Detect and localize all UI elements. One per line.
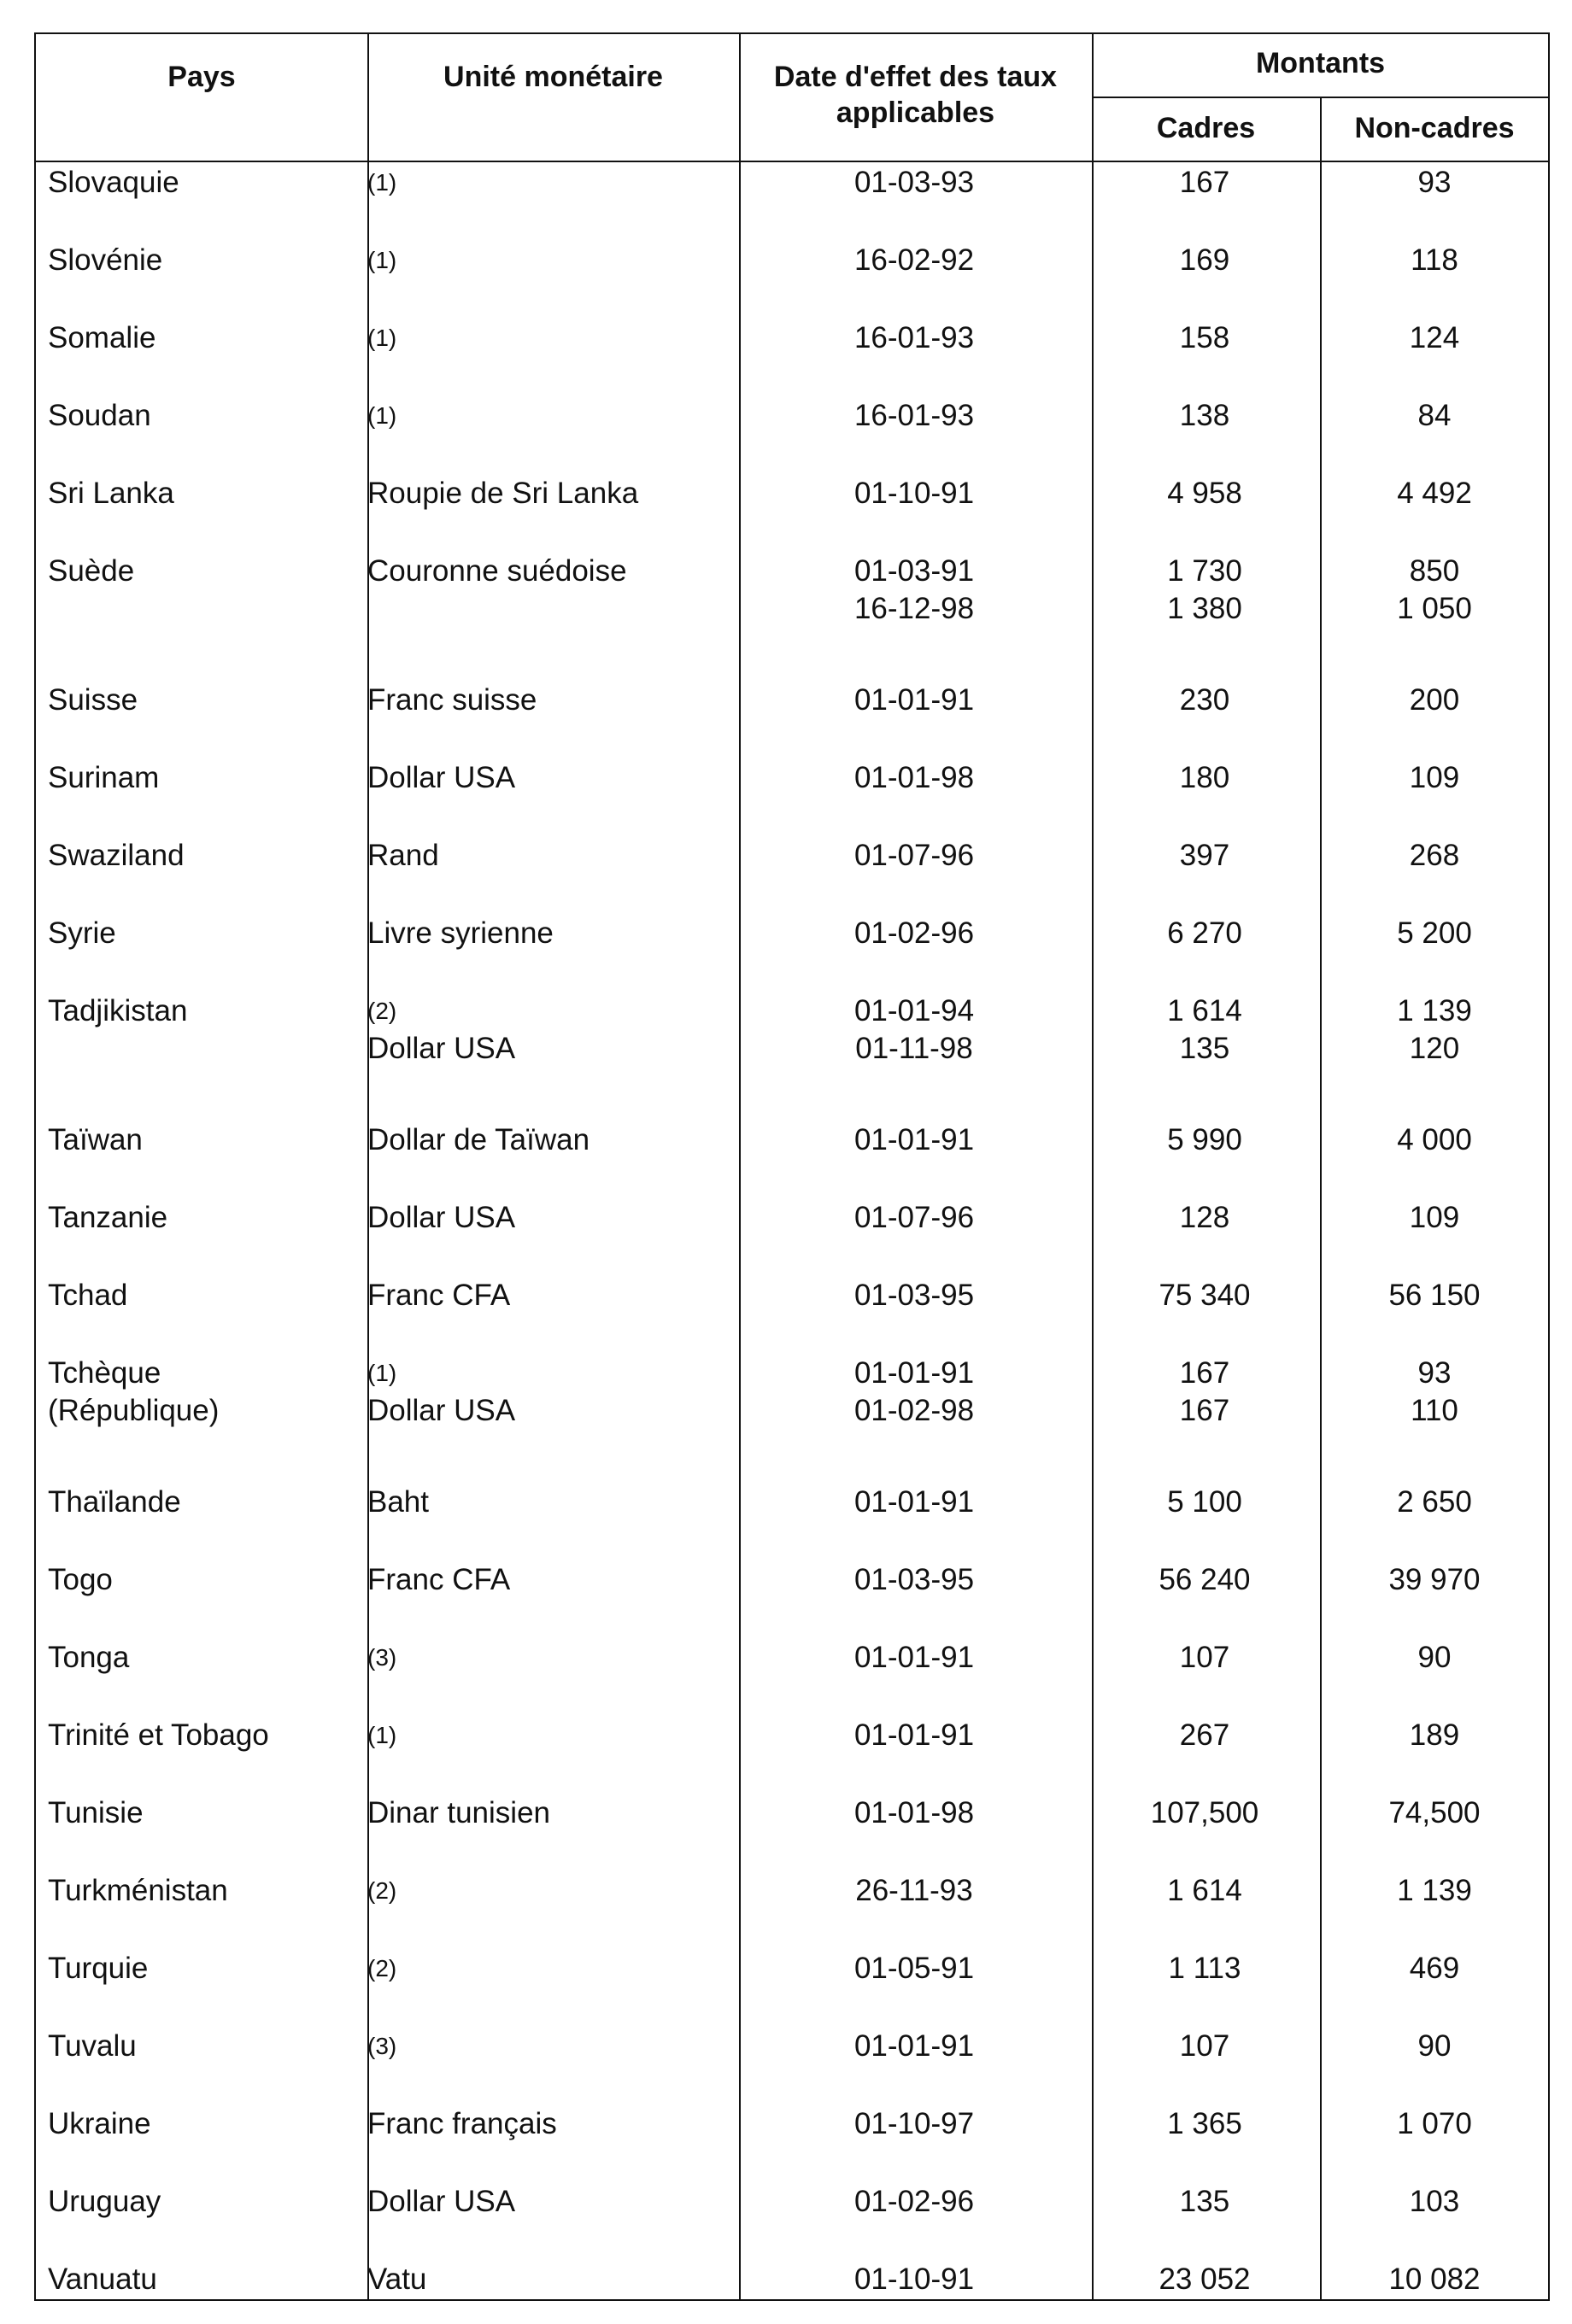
row-unite-monetaire-line: Roupie de Sri Lanka — [367, 477, 639, 510]
row-montant-non-cadres-line: 103 — [1409, 2185, 1460, 2218]
row-pays-line: Suisse — [48, 683, 138, 717]
row-unite-monetaire — [367, 759, 515, 797]
row-montant-cadres — [1092, 242, 1317, 279]
row-unite-monetaire-line: (2) — [367, 1877, 397, 1904]
row-montant-cadres — [1092, 1561, 1317, 1599]
row-date-effet — [739, 1355, 1089, 1430]
row-date-effet — [739, 759, 1089, 797]
header-unite-monetaire: Unité monétaire — [443, 61, 663, 93]
row-montant-non-cadres-line: 4 000 — [1397, 1123, 1472, 1156]
row-montant-cadres-line: 128 — [1179, 1201, 1230, 1234]
row-pays — [48, 1484, 181, 1521]
row-unite-monetaire-line: Baht — [367, 1485, 429, 1519]
row-unite-monetaire — [367, 2183, 515, 2221]
row-montant-non-cadres-line: 1 070 — [1397, 2107, 1472, 2140]
row-pays-line: Turkménistan — [48, 1874, 228, 1907]
row-date-effet — [739, 475, 1089, 512]
row-montant-non-cadres — [1320, 759, 1549, 797]
row-montant-non-cadres-line: 90 — [1417, 2029, 1452, 2063]
row-date-effet-line: 01-07-96 — [853, 1201, 975, 1234]
row-montant-non-cadres-line: 109 — [1409, 761, 1460, 794]
row-date-effet — [739, 1794, 1089, 1832]
row-pays-line: Tanzanie — [48, 1201, 168, 1234]
row-montant-cadres-line: 135 — [1179, 2185, 1230, 2218]
row-montant-non-cadres — [1320, 2028, 1549, 2065]
row-pays — [48, 1199, 167, 1237]
header-pays: Pays — [167, 61, 236, 93]
row-pays — [48, 837, 185, 875]
row-montant-non-cadres — [1320, 1794, 1549, 1832]
row-pays-line: Soudan — [48, 399, 151, 432]
row-montant-cadres-line: 169 — [1179, 243, 1230, 277]
row-montant-non-cadres-line: 90 — [1417, 1641, 1452, 1674]
row-date-effet — [739, 1639, 1089, 1677]
row-date-effet — [739, 319, 1089, 357]
row-unite-monetaire-line: Dollar USA — [367, 2185, 516, 2218]
row-montant-cadres — [1092, 992, 1317, 1068]
row-pays-line: Tuvalu — [48, 2029, 137, 2063]
row-montant-cadres-line: 135 — [1179, 1032, 1230, 1065]
row-montant-cadres — [1092, 2028, 1317, 2065]
row-unite-monetaire — [367, 837, 439, 875]
row-pays — [48, 1872, 228, 1910]
row-unite-monetaire — [367, 397, 396, 435]
row-pays-line: Tchèque — [48, 1356, 161, 1390]
row-pays-line: Sri Lanka — [48, 477, 174, 510]
row-date-effet-line: 01-01-91 — [853, 683, 975, 717]
row-montant-cadres — [1092, 837, 1317, 875]
row-unite-monetaire — [367, 242, 396, 279]
row-pays-line: Taïwan — [48, 1123, 143, 1156]
row-montant-cadres-line: 180 — [1179, 761, 1230, 794]
row-montant-cadres-line: 167 — [1179, 1394, 1230, 1427]
row-montant-cadres — [1092, 1872, 1317, 1910]
row-montant-cadres — [1092, 164, 1317, 202]
row-date-effet — [739, 682, 1089, 719]
row-montant-cadres — [1092, 1277, 1317, 1314]
row-montant-cadres-line: 107,500 — [1150, 1796, 1259, 1829]
row-montant-cadres-line: 230 — [1179, 683, 1230, 717]
row-pays — [48, 475, 174, 512]
row-montant-non-cadres — [1320, 1639, 1549, 1677]
row-date-effet — [739, 1717, 1089, 1754]
row-unite-monetaire — [367, 319, 396, 357]
row-montant-cadres — [1092, 1484, 1317, 1521]
row-unite-monetaire-line: Dollar USA — [367, 1394, 516, 1427]
row-montant-non-cadres-line: 56 150 — [1388, 1279, 1481, 1312]
row-montant-non-cadres — [1320, 397, 1549, 435]
row-date-effet — [739, 1872, 1089, 1910]
row-unite-monetaire-line: (1) — [367, 402, 397, 429]
row-montant-cadres-line: 107 — [1179, 1641, 1230, 1674]
row-date-effet-line: 01-07-96 — [853, 839, 975, 872]
row-date-effet — [739, 837, 1089, 875]
row-montant-non-cadres — [1320, 475, 1549, 512]
row-date-effet-line: 01-10-91 — [853, 477, 975, 510]
row-pays-line: Ukraine — [48, 2107, 151, 2140]
row-pays-line: Tunisie — [48, 1796, 144, 1829]
header-montants: Montants — [1255, 47, 1386, 79]
row-date-effet-line: 16-01-93 — [853, 321, 975, 354]
row-date-effet-line: 16-12-98 — [853, 592, 975, 625]
row-montant-non-cadres-line: 4 492 — [1397, 477, 1472, 510]
row-date-effet — [739, 164, 1089, 202]
row-montant-non-cadres — [1320, 164, 1549, 202]
row-date-effet — [739, 553, 1089, 628]
row-date-effet-line: 01-02-96 — [853, 2185, 975, 2218]
row-unite-monetaire-line: (3) — [367, 1644, 397, 1671]
row-montant-non-cadres-line: 2 650 — [1397, 1485, 1472, 1519]
row-unite-monetaire-line: (3) — [367, 2033, 397, 2059]
row-montant-cadres — [1092, 1794, 1317, 1832]
row-montant-non-cadres — [1320, 2183, 1549, 2221]
row-pays — [48, 2028, 137, 2065]
row-montant-cadres — [1092, 1355, 1317, 1430]
row-montant-non-cadres — [1320, 1355, 1549, 1430]
row-montant-cadres — [1092, 682, 1317, 719]
row-date-effet-line: 01-01-98 — [853, 761, 975, 794]
row-unite-monetaire-line: Vatu — [367, 2263, 427, 2296]
row-montant-cadres-line: 1 730 — [1167, 554, 1242, 588]
row-pays — [48, 759, 159, 797]
row-date-effet-line: 01-02-96 — [853, 916, 975, 950]
row-montant-non-cadres — [1320, 915, 1549, 952]
row-unite-monetaire — [367, 1950, 396, 1987]
row-pays-line: Syrie — [48, 916, 116, 950]
row-pays-line: Togo — [48, 1563, 113, 1596]
row-montant-non-cadres-line: 74,500 — [1388, 1796, 1481, 1829]
row-unite-monetaire — [367, 1355, 515, 1430]
row-date-effet — [739, 915, 1089, 952]
row-montant-cadres — [1092, 475, 1317, 512]
row-unite-monetaire-line: Franc CFA — [367, 1279, 511, 1312]
row-montant-non-cadres-line: 93 — [1417, 1356, 1452, 1390]
row-unite-monetaire-line: Dollar USA — [367, 1032, 516, 1065]
row-montant-cadres — [1092, 759, 1317, 797]
row-pays-line: Tchad — [48, 1279, 128, 1312]
row-date-effet — [739, 1561, 1089, 1599]
row-date-effet-line: 01-02-98 — [853, 1394, 975, 1427]
row-pays — [48, 2183, 161, 2221]
row-montant-cadres-line: 167 — [1179, 166, 1230, 199]
row-date-effet-line: 26-11-93 — [855, 1874, 973, 1907]
row-montant-cadres-line: 1 380 — [1167, 592, 1242, 625]
row-pays — [48, 1561, 113, 1599]
row-montant-cadres-line: 5 990 — [1167, 1123, 1242, 1156]
row-unite-monetaire-line: (1) — [367, 1722, 397, 1748]
row-date-effet — [739, 2028, 1089, 2065]
row-unite-monetaire-line: Dollar USA — [367, 1201, 516, 1234]
header-non-cadres: Non-cadres — [1354, 112, 1515, 144]
row-unite-monetaire-line: (1) — [367, 1360, 397, 1386]
row-date-effet-line: 01-01-98 — [853, 1796, 975, 1829]
row-unite-monetaire-line: (2) — [367, 1955, 397, 1982]
row-montant-non-cadres — [1320, 1121, 1549, 1159]
row-unite-monetaire — [367, 1872, 396, 1910]
row-pays-line: Thaïlande — [48, 1485, 181, 1519]
row-montant-cadres — [1092, 319, 1317, 357]
row-montant-non-cadres-line: 109 — [1409, 1201, 1460, 1234]
row-date-effet-line: 01-01-91 — [853, 1356, 975, 1390]
row-montant-cadres-line: 6 270 — [1167, 916, 1242, 950]
row-montant-non-cadres-line: 850 — [1409, 554, 1460, 588]
row-unite-monetaire — [367, 1794, 550, 1832]
row-date-effet-line: 01-01-94 — [853, 994, 975, 1027]
row-montant-non-cadres — [1320, 319, 1549, 357]
row-montant-cadres — [1092, 1639, 1317, 1677]
row-date-effet-line: 16-01-93 — [853, 399, 975, 432]
row-date-effet-line: 01-01-91 — [853, 1718, 975, 1752]
row-unite-monetaire — [367, 2105, 557, 2143]
row-pays — [48, 397, 151, 435]
row-unite-monetaire — [367, 682, 537, 719]
row-date-effet-line: 01-01-91 — [853, 1123, 975, 1156]
row-unite-monetaire — [367, 1199, 515, 1237]
row-montant-non-cadres-line: 39 970 — [1388, 1563, 1481, 1596]
row-date-effet — [739, 2261, 1089, 2298]
row-montant-non-cadres — [1320, 242, 1549, 279]
row-unite-monetaire-line: Franc CFA — [367, 1563, 511, 1596]
row-montant-cadres-line: 1 365 — [1167, 2107, 1242, 2140]
row-montant-non-cadres — [1320, 1872, 1549, 1910]
row-date-effet — [739, 1277, 1089, 1314]
row-pays-line: Turquie — [48, 1952, 149, 1985]
row-pays-line: Somalie — [48, 321, 156, 354]
row-pays-line: (République) — [48, 1394, 220, 1427]
row-pays — [48, 1355, 219, 1430]
row-unite-monetaire-line: Rand — [367, 839, 439, 872]
row-unite-monetaire — [367, 992, 515, 1068]
row-unite-monetaire — [367, 1484, 429, 1521]
row-montant-non-cadres-line: 10 082 — [1388, 2263, 1481, 2296]
row-date-effet-line: 01-03-93 — [853, 166, 975, 199]
row-date-effet — [739, 1484, 1089, 1521]
row-montant-cadres-line: 23 052 — [1158, 2263, 1251, 2296]
row-montant-non-cadres — [1320, 1717, 1549, 1754]
row-pays-line: Slovénie — [48, 243, 163, 277]
row-montant-non-cadres — [1320, 1199, 1549, 1237]
row-pays — [48, 1717, 269, 1754]
row-montant-non-cadres-line: 5 200 — [1397, 916, 1472, 950]
row-pays — [48, 1950, 148, 1987]
row-montant-cadres-line: 56 240 — [1158, 1563, 1251, 1596]
row-pays — [48, 1794, 144, 1832]
row-montant-non-cadres-line: 110 — [1411, 1394, 1458, 1427]
row-montant-non-cadres-line: 1 139 — [1397, 994, 1472, 1027]
row-montant-cadres-line: 75 340 — [1158, 1279, 1251, 1312]
row-montant-cadres — [1092, 397, 1317, 435]
row-unite-monetaire-line: (1) — [367, 247, 397, 273]
row-pays — [48, 1277, 127, 1314]
row-montant-cadres-line: 267 — [1179, 1718, 1230, 1752]
row-pays — [48, 682, 138, 719]
row-unite-monetaire — [367, 2261, 426, 2298]
row-pays — [48, 319, 155, 357]
row-unite-monetaire — [367, 475, 638, 512]
row-date-effet-line: 01-03-95 — [853, 1279, 975, 1312]
row-unite-monetaire-line: Couronne suédoise — [367, 554, 627, 588]
row-pays-line: Vanuatu — [48, 2263, 157, 2296]
row-montant-cadres — [1092, 1717, 1317, 1754]
row-pays — [48, 2261, 157, 2298]
row-montant-non-cadres-line: 189 — [1409, 1718, 1460, 1752]
row-unite-monetaire — [367, 164, 396, 202]
row-montant-non-cadres-line: 84 — [1417, 399, 1452, 432]
row-pays — [48, 992, 187, 1030]
row-montant-non-cadres-line: 469 — [1409, 1952, 1460, 1985]
row-pays-line: Tonga — [48, 1641, 130, 1674]
row-montant-non-cadres — [1320, 682, 1549, 719]
row-montant-non-cadres — [1320, 2261, 1549, 2298]
row-montant-non-cadres — [1320, 1950, 1549, 1987]
row-montant-non-cadres-line: 200 — [1409, 683, 1460, 717]
rates-table — [34, 32, 1550, 2301]
row-montant-non-cadres-line: 93 — [1417, 166, 1452, 199]
row-montant-cadres-line: 107 — [1179, 2029, 1230, 2063]
row-unite-monetaire — [367, 2028, 396, 2065]
montants-underline — [1092, 97, 1548, 98]
row-montant-non-cadres — [1320, 2105, 1549, 2143]
row-montant-cadres-line: 138 — [1179, 399, 1230, 432]
row-date-effet — [739, 1121, 1089, 1159]
row-montant-cadres-line: 5 100 — [1167, 1485, 1242, 1519]
row-date-effet-line: 01-03-95 — [853, 1563, 975, 1596]
row-pays — [48, 2105, 151, 2143]
row-date-effet — [739, 397, 1089, 435]
row-unite-monetaire — [367, 1717, 396, 1754]
row-montant-cadres — [1092, 1199, 1317, 1237]
row-pays-line: Trinité et Tobago — [48, 1718, 269, 1752]
row-montant-cadres — [1092, 2183, 1317, 2221]
row-unite-monetaire-line: Franc français — [367, 2107, 557, 2140]
row-date-effet — [739, 1199, 1089, 1237]
header-date-line-2: applicables — [836, 97, 995, 129]
row-montant-cadres — [1092, 2105, 1317, 2143]
row-unite-monetaire — [367, 915, 554, 952]
row-montant-non-cadres — [1320, 1484, 1549, 1521]
row-unite-monetaire-line: (1) — [367, 325, 397, 351]
row-unite-monetaire-line: (1) — [367, 169, 397, 196]
row-unite-monetaire — [367, 1277, 510, 1314]
row-date-effet-line: 16-02-92 — [853, 243, 975, 277]
row-date-effet — [739, 992, 1089, 1068]
row-montant-cadres — [1092, 1121, 1317, 1159]
row-montant-non-cadres — [1320, 1277, 1549, 1314]
row-pays-line: Slovaquie — [48, 166, 179, 199]
row-date-effet-line: 01-01-91 — [853, 1641, 975, 1674]
row-montant-non-cadres — [1320, 1561, 1549, 1599]
row-montant-non-cadres — [1320, 553, 1549, 628]
row-date-effet-line: 01-01-91 — [853, 1485, 975, 1519]
row-pays-line: Suède — [48, 554, 135, 588]
row-pays-line: Swaziland — [48, 839, 185, 872]
row-montant-cadres-line: 4 958 — [1167, 477, 1242, 510]
row-date-effet — [739, 2183, 1089, 2221]
row-date-effet-line: 01-11-98 — [855, 1032, 973, 1065]
row-date-effet-line: 01-10-91 — [853, 2263, 975, 2296]
row-montant-cadres — [1092, 553, 1317, 628]
row-date-effet — [739, 242, 1089, 279]
row-unite-monetaire-line: Dollar USA — [367, 761, 516, 794]
row-date-effet-line: 01-03-91 — [853, 554, 975, 588]
header-date-line-1: Date d'effet des taux — [773, 61, 1058, 93]
row-pays-line: Surinam — [48, 761, 160, 794]
row-pays — [48, 915, 116, 952]
row-unite-monetaire — [367, 553, 627, 590]
row-unite-monetaire-line: Franc suisse — [367, 683, 537, 717]
row-pays — [48, 553, 134, 590]
row-unite-monetaire-line: (2) — [367, 998, 397, 1024]
row-pays-line: Uruguay — [48, 2185, 161, 2218]
row-montant-cadres-line: 1 614 — [1167, 994, 1242, 1027]
row-date-effet — [739, 1950, 1089, 1987]
row-montant-cadres-line: 158 — [1179, 321, 1230, 354]
row-unite-monetaire — [367, 1121, 590, 1159]
row-unite-monetaire-line: Dollar de Taïwan — [367, 1123, 590, 1156]
row-unite-monetaire — [367, 1561, 510, 1599]
row-montant-non-cadres — [1320, 992, 1549, 1068]
row-unite-monetaire-line: Dinar tunisien — [367, 1796, 550, 1829]
row-montant-cadres-line: 1 614 — [1167, 1874, 1242, 1907]
row-montant-cadres-line: 1 113 — [1168, 1952, 1241, 1985]
row-unite-monetaire — [367, 1639, 396, 1677]
row-pays — [48, 1121, 143, 1159]
row-montant-cadres — [1092, 915, 1317, 952]
row-montant-cadres — [1092, 1950, 1317, 1987]
row-montant-non-cadres-line: 120 — [1409, 1032, 1460, 1065]
header-cadres: Cadres — [1156, 112, 1256, 144]
row-pays — [48, 164, 179, 202]
row-montant-cadres-line: 397 — [1179, 839, 1230, 872]
row-montant-cadres — [1092, 2261, 1317, 2298]
row-pays — [48, 242, 162, 279]
row-date-effet — [739, 2105, 1089, 2143]
row-montant-non-cadres-line: 1 139 — [1397, 1874, 1472, 1907]
row-date-effet-line: 01-01-91 — [853, 2029, 975, 2063]
row-montant-non-cadres-line: 124 — [1409, 321, 1460, 354]
row-date-effet-line: 01-05-91 — [853, 1952, 975, 1985]
row-pays — [48, 1639, 129, 1677]
row-montant-non-cadres-line: 118 — [1411, 243, 1458, 277]
row-pays-line: Tadjikistan — [48, 994, 188, 1027]
row-date-effet-line: 01-10-97 — [853, 2107, 975, 2140]
row-montant-non-cadres-line: 1 050 — [1397, 592, 1472, 625]
row-montant-cadres-line: 167 — [1179, 1356, 1230, 1390]
header-bottom-border — [36, 161, 1548, 162]
row-montant-non-cadres — [1320, 837, 1549, 875]
row-montant-non-cadres-line: 268 — [1409, 839, 1460, 872]
row-unite-monetaire-line: Livre syrienne — [367, 916, 554, 950]
